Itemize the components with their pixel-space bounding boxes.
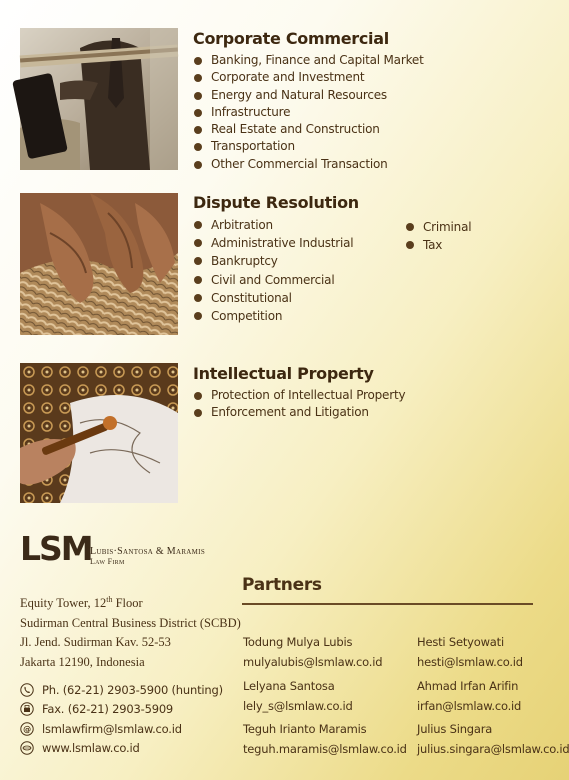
logo-mark: LSM	[20, 529, 92, 568]
partner-name: Ahmad Irfan Arifin	[417, 679, 519, 693]
globe-icon	[20, 741, 34, 755]
logo-firm-name: Lubis·Santosa & Maramis	[90, 546, 206, 557]
list-item: Administrative Industrial	[193, 234, 359, 252]
website-row[interactable]: www.lsmlaw.co.id	[20, 739, 223, 759]
list-item: Real Estate and Construction	[193, 121, 424, 138]
address-line-4: Jakarta 12190, Indonesia	[20, 654, 145, 669]
list-item: Protection of Intellectual Property	[193, 387, 405, 404]
list-item: Criminal	[405, 218, 471, 236]
address-line-1: Equity Tower, 12th Floor	[20, 595, 143, 611]
list-item: Tax	[405, 236, 471, 254]
partner-entry	[243, 676, 353, 716]
practice-list	[193, 216, 359, 325]
address-line-2: Sudirman Central Business District (SCBD)	[20, 615, 241, 630]
list-item: Competition	[193, 307, 359, 325]
list-item: Enforcement and Litigation	[193, 404, 405, 421]
partner-email[interactable]: mulyalubis@lsmlaw.co.id	[243, 655, 383, 669]
partners-divider	[242, 603, 533, 605]
list-item: Civil and Commercial	[193, 271, 359, 289]
practice-list	[193, 52, 424, 173]
partner-entry	[243, 719, 407, 759]
list-item: Energy and Natural Resources	[193, 87, 424, 104]
practice-list	[193, 387, 405, 422]
partner-email[interactable]: irfan@lsmlaw.co.id	[417, 699, 522, 713]
email-row[interactable]: @ lsmlawfirm@lsmlaw.co.id	[20, 719, 223, 739]
partner-entry	[417, 719, 569, 759]
section-title: Intellectual Property	[193, 364, 374, 383]
practice-list-col2	[405, 218, 471, 254]
office-address	[20, 590, 241, 672]
section-title: Dispute Resolution	[193, 193, 359, 212]
phone-row: Ph. (62-21) 2903-5900 (hunting)	[20, 680, 223, 700]
list-item: Constitutional	[193, 289, 359, 307]
partner-email[interactable]: lely_s@lsmlaw.co.id	[243, 699, 353, 713]
address-line-3: Jl. Jend. Sudirman Kav. 52-53	[20, 635, 171, 650]
corporate-commercial-section	[193, 29, 424, 173]
partner-name: Lelyana Santosa	[243, 679, 335, 693]
firm-logo	[20, 529, 220, 573]
logo-subtitle: Law Firm	[90, 557, 125, 566]
partner-entry	[417, 632, 523, 672]
partner-email[interactable]: julius.singara@lsmlaw.co.id	[417, 742, 569, 756]
partner-name: Hesti Setyowati	[417, 635, 504, 649]
partner-email[interactable]: teguh.maramis@lsmlaw.co.id	[243, 742, 407, 756]
svg-text:@: @	[23, 724, 31, 734]
partner-entry	[417, 676, 521, 716]
businessman-photo	[20, 28, 178, 170]
phone-icon	[20, 683, 34, 697]
partner-name: Teguh Irianto Maramis	[243, 722, 367, 736]
fax-row: Fax. (62-21) 2903-5909	[20, 700, 223, 720]
weaving-hands-photo	[20, 193, 178, 335]
list-item: Corporate and Investment	[193, 69, 424, 86]
section-title: Corporate Commercial	[193, 29, 389, 48]
partners-heading: Partners	[242, 575, 322, 595]
partner-name: Julius Singara	[417, 722, 493, 736]
partner-email[interactable]: hesti@lsmlaw.co.id	[417, 655, 523, 669]
dispute-resolution-section	[193, 193, 472, 325]
list-item: Infrastructure	[193, 104, 424, 121]
partner-name: Todung Mulya Lubis	[243, 635, 353, 649]
partner-entry	[243, 632, 382, 672]
contact-list	[20, 680, 223, 758]
list-item: Arbitration	[193, 216, 359, 234]
list-item: Banking, Finance and Capital Market	[193, 52, 424, 69]
fax-icon	[20, 702, 34, 716]
list-item: Transportation	[193, 138, 424, 155]
intellectual-property-section	[193, 364, 405, 422]
batik-photo	[20, 363, 178, 503]
list-item: Other Commercial Transaction	[193, 156, 424, 173]
list-item: Bankruptcy	[193, 252, 359, 270]
email-icon	[20, 722, 34, 736]
